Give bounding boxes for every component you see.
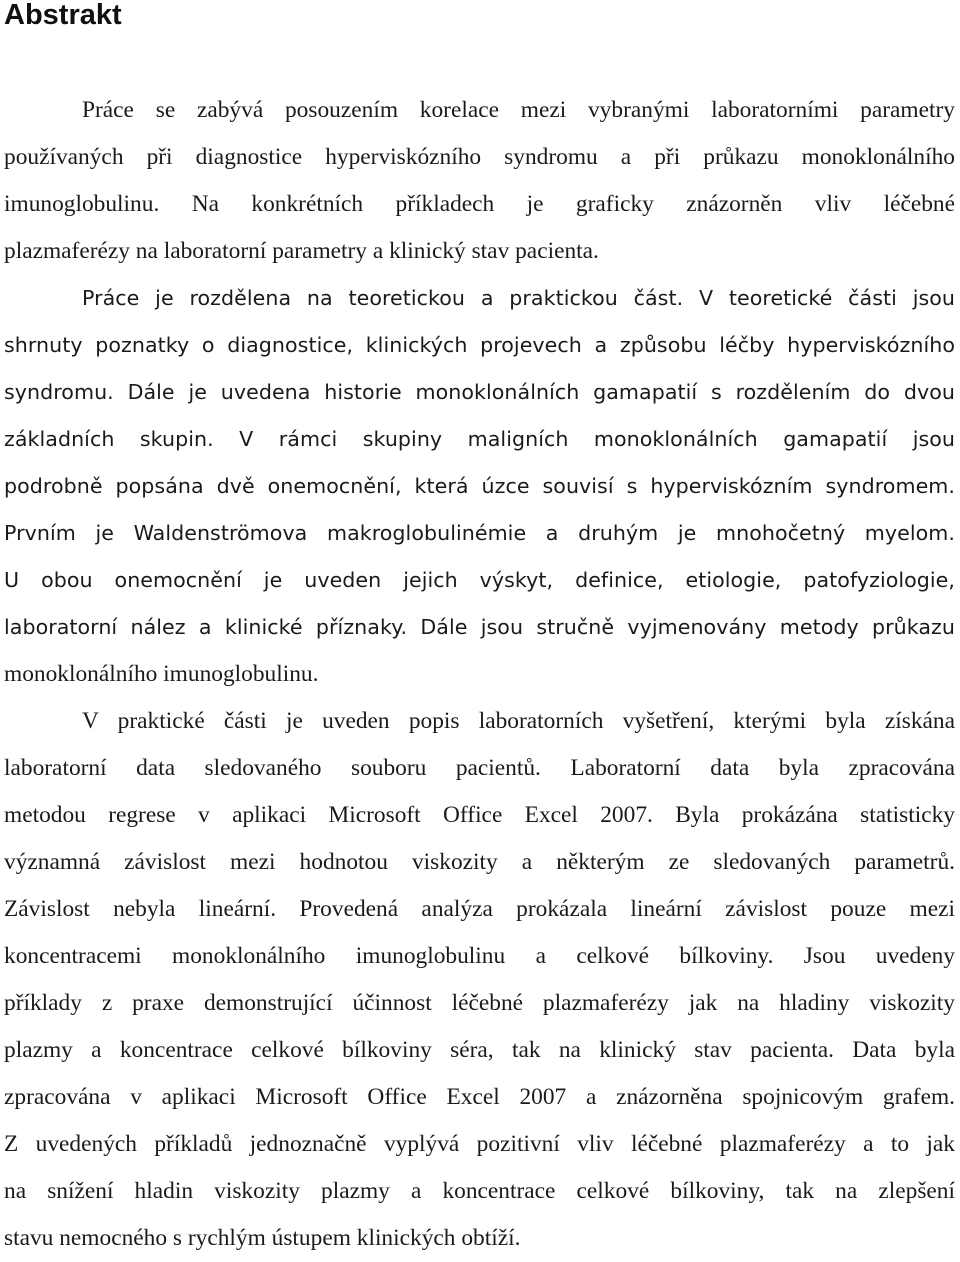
paragraph-structure [4,275,955,698]
page-title: Abstrakt [4,0,122,31]
text-line: významná závislost mezi hodnotou viskozity a některým ze sledovaných parametrů. [4,849,955,875]
text-line: zpracována v aplikaci Microsoft Office Excel 2007 a znázorněna spojnicovým grafem. [4,1084,955,1110]
text-line: laboratorní data sledovaného souboru pacientů. Laboratorní data byla zpracována [4,755,955,781]
paragraph-intro [4,87,955,275]
text-line: laboratorní nález a klinické příznaky. Dále jsou stručně vyjmenovány metody průkazu [4,615,955,639]
text-line: syndromu. Dále je uvedena historie monoklonálních gamapatií s rozdělením do dvou [4,380,955,404]
text-line: stavu nemocného s rychlým ústupem klinických obtíží. [4,1225,521,1251]
text-line: shrnuty poznatky o diagnostice, klinických projevech a způsobu léčby hyperviskózního [4,333,955,357]
text-line: Práce se zabývá posouzením korelace mezi vybranými laboratorními parametry [82,97,955,123]
text-line: podrobně popsána dvě onemocnění, která úzce souvisí s hyperviskózním syndromem. [4,474,955,498]
text-line: plazmy a koncentrace celkové bílkoviny séra, tak na klinický stav pacienta. Data byla [4,1037,955,1063]
text-line: U obou onemocnění je uveden jejich výskyt, definice, etiologie, patofyziologie, [4,568,955,592]
text-line: Z uvedených příkladů jednoznačně vyplývá pozitivní vliv léčebné plazmaferézy a to jak [4,1131,955,1157]
text-line: na snížení hladin viskozity plazmy a koncentrace celkové bílkoviny, tak na zlepšení [4,1178,955,1204]
text-line: monoklonálního imunoglobulinu. [4,661,319,687]
text-line: V praktické části je uveden popis laboratorních vyšetření, kterými byla získána [82,708,955,734]
text-line: základních skupin. V rámci skupiny maligních monoklonálních gamapatií jsou [4,427,955,451]
text-line: Závislost nebyla lineární. Provedená analýza prokázala lineární závislost pouze mezi [4,896,955,922]
text-line: Prvním je Waldenströmova makroglobulinémie a druhým je mnohočetný myelom. [4,521,955,545]
text-line: koncentracemi monoklonálního imunoglobulinu a celkové bílkoviny. Jsou uvedeny [4,943,955,969]
text-line: příklady z praxe demonstrující účinnost léčebné plazmaferézy jak na hladiny viskozity [4,990,955,1016]
text-line: metodou regrese v aplikaci Microsoft Office Excel 2007. Byla prokázána statisticky [4,802,955,828]
paragraph-practical [4,698,955,1262]
text-line: imunoglobulinu. Na konkrétních příkladech je graficky znázorněn vliv léčebné [4,191,955,217]
text-line: používaných při diagnostice hyperviskózního syndromu a při průkazu monoklonálního [4,144,955,170]
text-line: plazmaferézy na laboratorní parametry a klinický stav pacienta. [4,238,599,264]
text-line: Práce je rozdělena na teoretickou a praktickou část. V teoretické části jsou [82,286,955,310]
